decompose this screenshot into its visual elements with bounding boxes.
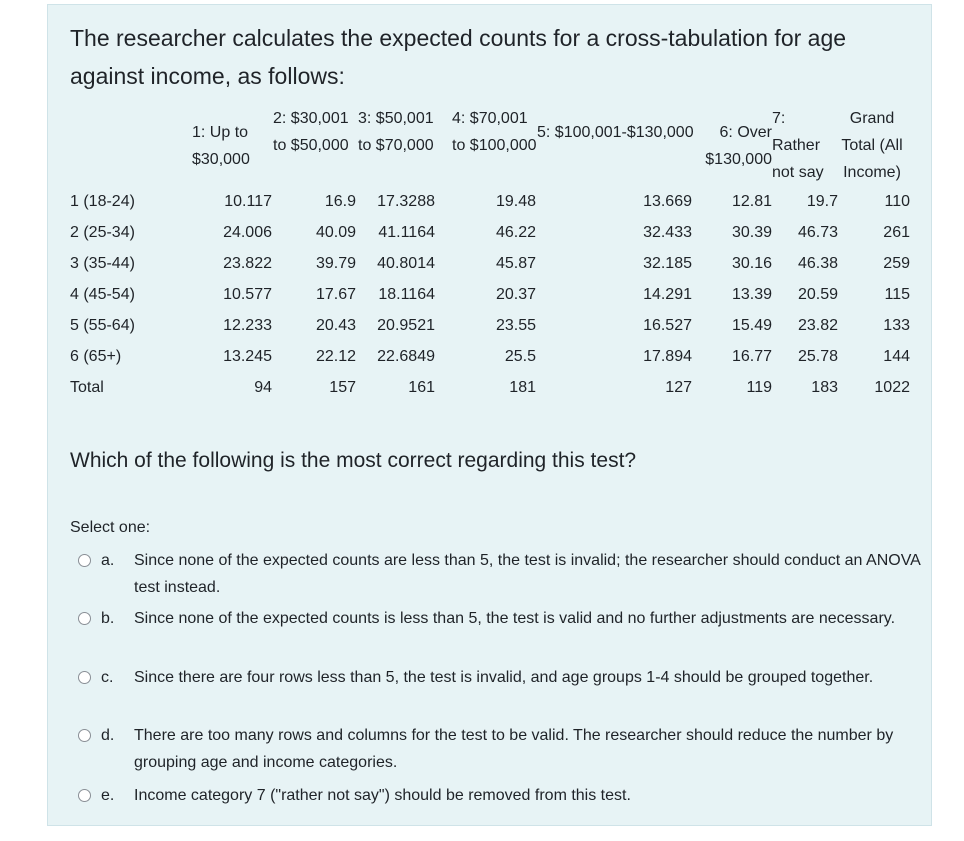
table-row: [70, 341, 915, 372]
table-cell: 13.39: [731, 286, 772, 303]
table-cell: 40.09: [315, 224, 356, 241]
header-grand-total: Grand Total (All Income): [841, 110, 903, 181]
table-cell: 10.577: [223, 286, 272, 303]
row-label: 2 (25-34): [70, 224, 135, 241]
row-label: 3 (35-44): [70, 255, 135, 272]
table-row: [70, 248, 915, 279]
table-cell: 14.291: [643, 286, 692, 303]
table-cell: 22.12: [315, 348, 356, 365]
table-cell: 23.55: [495, 317, 536, 334]
table-cell: 23.82: [797, 317, 838, 334]
table-cell: 22.6849: [377, 348, 435, 365]
table-cell: 94: [254, 379, 272, 396]
table-cell: 45.87: [495, 255, 536, 272]
table-cell: 181: [509, 379, 536, 396]
table-cell: 17.3288: [377, 193, 435, 210]
table-cell: 119: [746, 379, 772, 396]
table-cell: 13.669: [643, 193, 692, 210]
radio-button-a[interactable]: [78, 554, 91, 567]
answer-option-d[interactable]: [78, 722, 894, 776]
table-cell: 17.67: [315, 286, 356, 303]
option-letter: b.: [101, 610, 115, 627]
table-row: [70, 186, 915, 217]
table-cell: 46.22: [495, 224, 536, 241]
table-cell: 30.39: [731, 224, 772, 241]
table-cell: 115: [884, 286, 910, 303]
table-cell: 32.185: [643, 255, 692, 272]
table-cell: 133: [883, 317, 910, 334]
answer-option-e[interactable]: [78, 782, 878, 809]
table-cell: 1022: [874, 379, 910, 396]
table-cell: 157: [329, 379, 356, 396]
table-cell: 20.9521: [377, 317, 435, 334]
option-text: Since there are four rows less than 5, the test is invalid, and age groups 1-4 should be grouped together.: [134, 669, 874, 686]
table-cell: 25.5: [504, 348, 536, 365]
table-cell: 16.77: [731, 348, 772, 365]
question-card: [47, 4, 932, 826]
answer-option-c[interactable]: [78, 664, 878, 718]
row-label: 4 (45-54): [70, 286, 135, 303]
table-cell: 261: [883, 224, 910, 241]
header-income-5: 5: $100,001-$130,000: [537, 124, 694, 141]
table-cell: 110: [884, 193, 910, 210]
header-income-1: 1: Up to $30,000: [192, 124, 250, 168]
table-row: [70, 279, 915, 310]
table-cell: 24.006: [223, 224, 272, 241]
radio-button-c[interactable]: [78, 671, 91, 684]
question-intro: The researcher calculates the expected counts for a cross-tabulation for age against income, as follows:: [70, 25, 847, 89]
table-cell: 23.822: [223, 255, 272, 272]
table-row: [70, 310, 915, 341]
option-text: Since none of the expected counts is less than 5, the test is valid and no further adjustments are necessary.: [134, 610, 896, 627]
question-prompt: Which of the following is the most correct regarding this test?: [70, 449, 637, 472]
table-cell: 16.527: [643, 317, 692, 334]
table-cell: 18.1164: [378, 286, 435, 303]
table-cell: 20.43: [315, 317, 356, 334]
table-cell: 46.38: [797, 255, 838, 272]
option-letter: d.: [101, 727, 115, 744]
table-row: [70, 217, 915, 248]
radio-button-b[interactable]: [78, 612, 91, 625]
table-row: [70, 372, 915, 403]
option-text: There are too many rows and columns for the test to be valid. The researcher should reduce the number by grouping age and income categories.: [134, 727, 894, 771]
answer-option-b[interactable]: [78, 605, 896, 659]
option-text: Since none of the expected counts are less than 5, the test is invalid; the researcher should conduct an ANOVA test instead.: [134, 552, 920, 596]
radio-button-d[interactable]: [78, 729, 91, 742]
table-cell: 10.117: [224, 193, 272, 210]
table-cell: 144: [883, 348, 910, 365]
table-cell: 41.1164: [378, 224, 435, 241]
table-cell: 39.79: [315, 255, 356, 272]
table-cell: 32.433: [643, 224, 692, 241]
table-cell: 127: [665, 379, 692, 396]
table-cell: 259: [883, 255, 910, 272]
table-cell: 46.73: [797, 224, 838, 241]
table-cell: 40.8014: [377, 255, 435, 272]
header-income-7: 7: Rather not say: [772, 110, 824, 181]
table-cell: 30.16: [731, 255, 772, 272]
header-income-6: 6: Over $130,000: [705, 124, 772, 168]
header-income-4: 4: $70,001 to $100,000: [452, 110, 537, 154]
option-letter: c.: [101, 669, 114, 686]
option-text: Income category 7 ("rather not say") should be removed from this test.: [134, 787, 631, 804]
table-cell: 20.37: [495, 286, 536, 303]
table-cell: 20.59: [797, 286, 838, 303]
table-cell: 13.245: [223, 348, 272, 365]
header-income-2: 2: $30,001 to $50,000: [273, 110, 349, 154]
select-one-label: Select one:: [70, 519, 151, 536]
table-cell: 15.49: [731, 317, 772, 334]
table-cell: 16.9: [324, 193, 356, 210]
row-label: 5 (55-64): [70, 317, 135, 334]
table-cell: 19.7: [806, 193, 838, 210]
table-cell: 17.894: [643, 348, 692, 365]
option-letter: e.: [101, 787, 115, 804]
table-cell: 25.78: [797, 348, 838, 365]
table-cell: 12.81: [731, 193, 772, 210]
table-cell: 19.48: [495, 193, 536, 210]
table-cell: 183: [811, 379, 838, 396]
option-letter: a.: [101, 552, 115, 569]
row-label: Total: [70, 379, 104, 396]
table-cell: 12.233: [223, 317, 272, 334]
row-label: 1 (18-24): [70, 193, 135, 210]
row-label: 6 (65+): [70, 348, 122, 365]
header-income-3: 3: $50,001 to $70,000: [358, 110, 434, 154]
radio-button-e[interactable]: [78, 789, 91, 802]
answer-option-a[interactable]: [78, 547, 920, 601]
table-cell: 161: [408, 379, 435, 396]
